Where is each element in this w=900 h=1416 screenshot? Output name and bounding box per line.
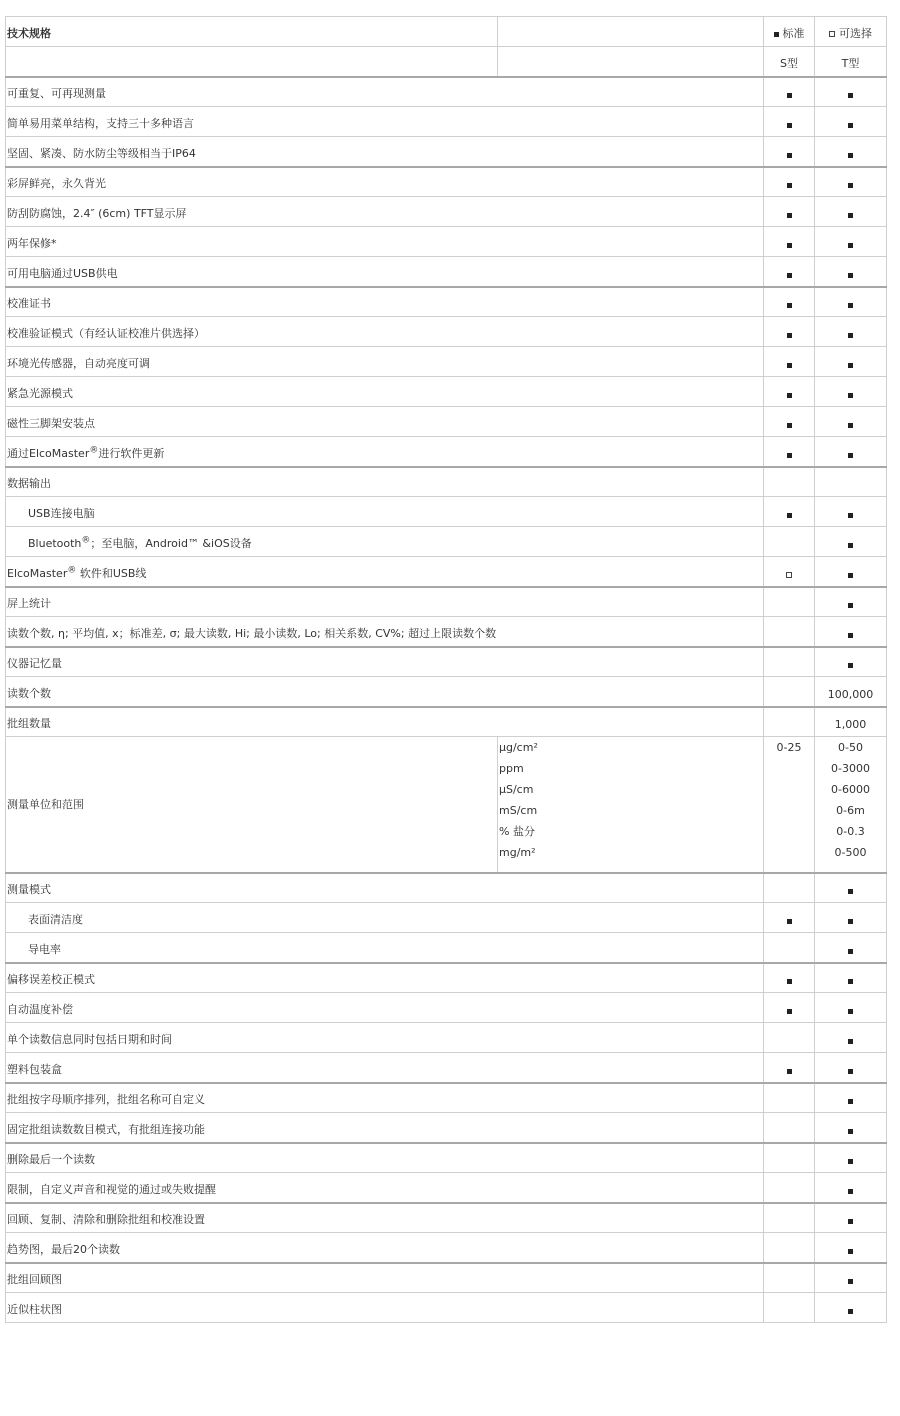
spec-label [6,557,764,587]
filled-square-icon [848,303,853,308]
s-model-cell [764,347,815,377]
filled-square-icon [848,273,853,278]
s-model-cell [764,407,815,437]
s-model-cell [764,1173,815,1203]
spec-label-part: 软件和USB线 [76,566,147,580]
t-model-cell [815,1233,887,1263]
spec-table [5,16,887,1323]
t-model-cell [815,107,887,137]
t-model-cell: 100,000 [815,677,887,707]
spec-row [6,1293,887,1323]
spec-label-part: ；至电脑，Android™ &iOS设备 [90,537,252,550]
s-model-cell [764,1113,815,1143]
filled-square-icon [787,1069,792,1074]
unit-item: µg/cm² [499,741,538,754]
spec-title: 技术规格 [6,17,498,47]
s-model-cell [764,677,815,707]
t-model-cell [815,467,887,497]
filled-square-icon [848,1309,853,1314]
t-model-cell [815,1053,887,1083]
units-list [498,737,764,873]
filled-square-icon [848,453,853,458]
filled-square-icon [787,453,792,458]
spec-row [6,903,887,933]
t-model-cell [815,347,887,377]
s-model-cell [764,1143,815,1173]
spec-label: 数据输出 [6,467,764,497]
s-model-cell [764,1053,815,1083]
empty-square-icon [829,31,835,37]
spec-row [6,137,887,167]
t-model-cell [815,647,887,677]
spec-row [6,467,887,497]
spec-row [6,227,887,257]
spec-label-part: Bluetooth [28,537,82,550]
filled-square-icon [787,183,792,188]
t-model-cell [815,1203,887,1233]
model-row [6,47,887,77]
units-label: 测量单位和范围 [6,737,498,873]
s-model-cell [764,707,815,737]
spec-label: 塑料包装盒 [6,1053,764,1083]
unit-item: ppm [499,762,524,775]
filled-square-icon [774,32,779,37]
t-model-cell [815,437,887,467]
filled-square-icon [787,153,792,158]
t-model-cell [815,933,887,963]
model-empty-cell [6,47,498,77]
spec-label: USB连接电脑 [6,497,764,527]
filled-square-icon [848,1009,853,1014]
spec-row [6,677,887,707]
t-range-value: 0-0.3 [836,825,865,838]
s-model-cell [764,107,815,137]
t-range-value: 0-3000 [831,762,870,775]
s-model-cell [764,647,815,677]
s-model-cell [764,587,815,617]
filled-square-icon [848,919,853,924]
units-row [6,737,887,873]
filled-square-icon [848,1069,853,1074]
s-model-cell [764,1293,815,1323]
filled-square-icon [787,919,792,924]
spec-label: 批组回顾图 [6,1263,764,1293]
filled-square-icon [848,93,853,98]
spec-row [6,407,887,437]
spec-label: 防刮防腐蚀，2.4″ (6cm) TFT显示屏 [6,197,764,227]
t-model-cell [815,227,887,257]
t-model-cell [815,1143,887,1173]
spec-row [6,257,887,287]
spec-label: 批组数量 [6,707,764,737]
filled-square-icon [787,93,792,98]
spec-label: 读数个数 [6,677,764,707]
spec-label-part: 通过ElcoMaster [7,446,90,460]
s-model-cell [764,1263,815,1293]
spec-label: 读数个数, η; 平均值, x；标准差, σ; 最大读数, Hi; 最小读数, Lo; 相关系数, CV%; 超过上限读数个数 [6,617,764,647]
spec-row [6,437,887,467]
filled-square-icon [787,1009,792,1014]
spec-label: 删除最后一个读数 [6,1143,764,1173]
t-model-cell [815,197,887,227]
t-model-cell [815,1023,887,1053]
t-model-cell [815,617,887,647]
unit-item: mg/m² [499,846,536,859]
filled-square-icon [787,393,792,398]
filled-square-icon [848,243,853,248]
spec-label: 回顾、复制、清除和删除批组和校准设置 [6,1203,764,1233]
spec-row [6,647,887,677]
filled-square-icon [848,1099,853,1104]
t-model-cell [815,873,887,903]
s-model-cell [764,993,815,1023]
t-model-cell [815,287,887,317]
filled-square-icon [787,273,792,278]
filled-square-icon [787,243,792,248]
s-model-cell [764,137,815,167]
spec-label: 校准证书 [6,287,764,317]
model-t: T型 [815,47,887,77]
spec-row [6,1023,887,1053]
filled-square-icon [848,1039,853,1044]
t-model-cell [815,1263,887,1293]
spec-label: 简单易用菜单结构，支持三十多种语言 [6,107,764,137]
spec-row [6,77,887,107]
filled-square-icon [848,949,853,954]
t-model-cell [815,497,887,527]
filled-square-icon [848,213,853,218]
spec-label: 导电率 [6,933,764,963]
spec-label: 仪器记忆量 [6,647,764,677]
legend-standard-label: 标准 [782,27,805,40]
model-s: S型 [764,47,815,77]
registered-mark: ® [81,535,91,546]
s-model-cell [764,197,815,227]
t-model-cell: 1,000 [815,707,887,737]
spec-row [6,933,887,963]
spec-label: 自动温度补偿 [6,993,764,1023]
spec-label: 近似柱状图 [6,1293,764,1323]
spec-label [6,527,764,557]
s-model-cell [764,1233,815,1263]
s-model-cell [764,257,815,287]
spec-row [6,617,887,647]
filled-square-icon [787,979,792,984]
s-model-cell [764,963,815,993]
filled-square-icon [848,1159,853,1164]
spec-label: 环境光传感器，自动亮度可调 [6,347,764,377]
unit-item: % 盐分 [499,825,535,838]
s-model-cell [764,77,815,107]
model-empty-cell-2 [498,47,764,77]
spec-row [6,873,887,903]
filled-square-icon [848,603,853,608]
s-model-cell [764,317,815,347]
spec-label: 坚固、紧凑、防水防尘等级相当于IP64 [6,137,764,167]
registered-mark: ® [67,564,77,575]
spec-label: 批组按字母顺序排列，批组名称可自定义 [6,1083,764,1113]
t-model-cell [815,903,887,933]
filled-square-icon [848,183,853,188]
spec-label: 限制，自定义声音和视觉的通过或失败提醒 [6,1173,764,1203]
s-model-cell [764,227,815,257]
t-model-cell [815,77,887,107]
spec-row [6,317,887,347]
filled-square-icon [787,333,792,338]
spec-row [6,167,887,197]
s-model-cell [764,287,815,317]
s-model-cell [764,1023,815,1053]
filled-square-icon [848,1219,853,1224]
t-model-cell [815,1083,887,1113]
t-model-cell [815,377,887,407]
spec-row [6,1113,887,1143]
filled-square-icon [848,633,853,638]
spec-label: 测量模式 [6,873,764,903]
filled-square-icon [787,423,792,428]
s-model-cell [764,437,815,467]
s-model-cell [764,873,815,903]
filled-square-icon [787,303,792,308]
t-model-cell [815,963,887,993]
s-model-cell [764,377,815,407]
t-model-cell [815,137,887,167]
spec-table-body [6,17,887,1323]
spec-label-part: ElcoMaster [7,566,68,580]
spec-label: 单个读数信息同时包括日期和时间 [6,1023,764,1053]
t-model-cell [815,407,887,437]
spec-label: 两年保修* [6,227,764,257]
t-ranges [815,737,887,873]
filled-square-icon [848,123,853,128]
header-empty-cell [498,17,764,47]
t-model-cell [815,257,887,287]
t-model-cell [815,167,887,197]
legend-standard [764,17,815,47]
s-model-cell [764,1083,815,1113]
s-model-cell [764,467,815,497]
spec-label-part: 进行软件更新 [98,446,165,460]
spec-label: 表面清洁度 [6,903,764,933]
spec-label: 趋势图，最后20个读数 [6,1233,764,1263]
filled-square-icon [848,363,853,368]
t-model-cell [815,1293,887,1323]
s-range-value: 0-25 [776,741,802,754]
s-range [764,737,815,873]
s-model-cell [764,933,815,963]
spec-row [6,527,887,557]
spec-row [6,587,887,617]
t-range-value: 0-50 [838,741,863,754]
spec-row [6,287,887,317]
s-model-cell [764,1203,815,1233]
s-model-cell [764,497,815,527]
filled-square-icon [848,393,853,398]
s-model-cell [764,617,815,647]
filled-square-icon [787,123,792,128]
spec-label: 校准验证模式（有经认证校准片供选择） [6,317,764,347]
filled-square-icon [848,1189,853,1194]
filled-square-icon [848,663,853,668]
t-model-cell [815,527,887,557]
spec-label: 磁性三脚架安装点 [6,407,764,437]
spec-label: 彩屏鲜亮，永久背光 [6,167,764,197]
spec-row [6,197,887,227]
filled-square-icon [848,153,853,158]
filled-square-icon [848,979,853,984]
spec-label: 紧急光源模式 [6,377,764,407]
t-model-cell [815,1113,887,1143]
s-model-cell [764,557,815,587]
filled-square-icon [848,543,853,548]
spec-label [6,437,764,467]
spec-row [6,497,887,527]
header-row [6,17,887,47]
spec-label: 可重复、可再现测量 [6,77,764,107]
t-model-cell [815,587,887,617]
spec-row [6,1263,887,1293]
t-range-value: 0-6m [836,804,865,817]
s-model-cell [764,527,815,557]
filled-square-icon [848,423,853,428]
empty-square-icon [786,572,792,578]
filled-square-icon [787,213,792,218]
t-range-value: 0-500 [834,846,867,859]
t-range-value: 0-6000 [831,783,870,796]
registered-mark: ® [89,444,99,455]
s-model-cell [764,167,815,197]
t-model-cell [815,557,887,587]
s-model-cell [764,903,815,933]
filled-square-icon [848,1129,853,1134]
legend-optional-label: 可选择 [839,27,872,40]
spec-row [6,1083,887,1113]
spec-label: 屏上统计 [6,587,764,617]
t-model-cell [815,317,887,347]
spec-row [6,1053,887,1083]
spec-row [6,1233,887,1263]
spec-label: 固定批组读数数目模式，有批组连接功能 [6,1113,764,1143]
filled-square-icon [848,513,853,518]
spec-row [6,347,887,377]
unit-item: mS/cm [499,804,538,817]
spec-row [6,963,887,993]
spec-row [6,993,887,1023]
filled-square-icon [787,513,792,518]
filled-square-icon [848,573,853,578]
filled-square-icon [787,363,792,368]
filled-square-icon [848,1249,853,1254]
spec-label: 可用电脑通过USB供电 [6,257,764,287]
spec-row [6,377,887,407]
spec-row [6,1143,887,1173]
spec-row [6,707,887,737]
t-model-cell [815,993,887,1023]
filled-square-icon [848,1279,853,1284]
spec-label: 偏移误差校正模式 [6,963,764,993]
unit-item: µS/cm [499,783,534,796]
t-model-cell [815,1173,887,1203]
filled-square-icon [848,333,853,338]
legend-optional [815,17,887,47]
spec-row [6,107,887,137]
spec-row [6,557,887,587]
filled-square-icon [848,889,853,894]
spec-row [6,1203,887,1233]
spec-row [6,1173,887,1203]
